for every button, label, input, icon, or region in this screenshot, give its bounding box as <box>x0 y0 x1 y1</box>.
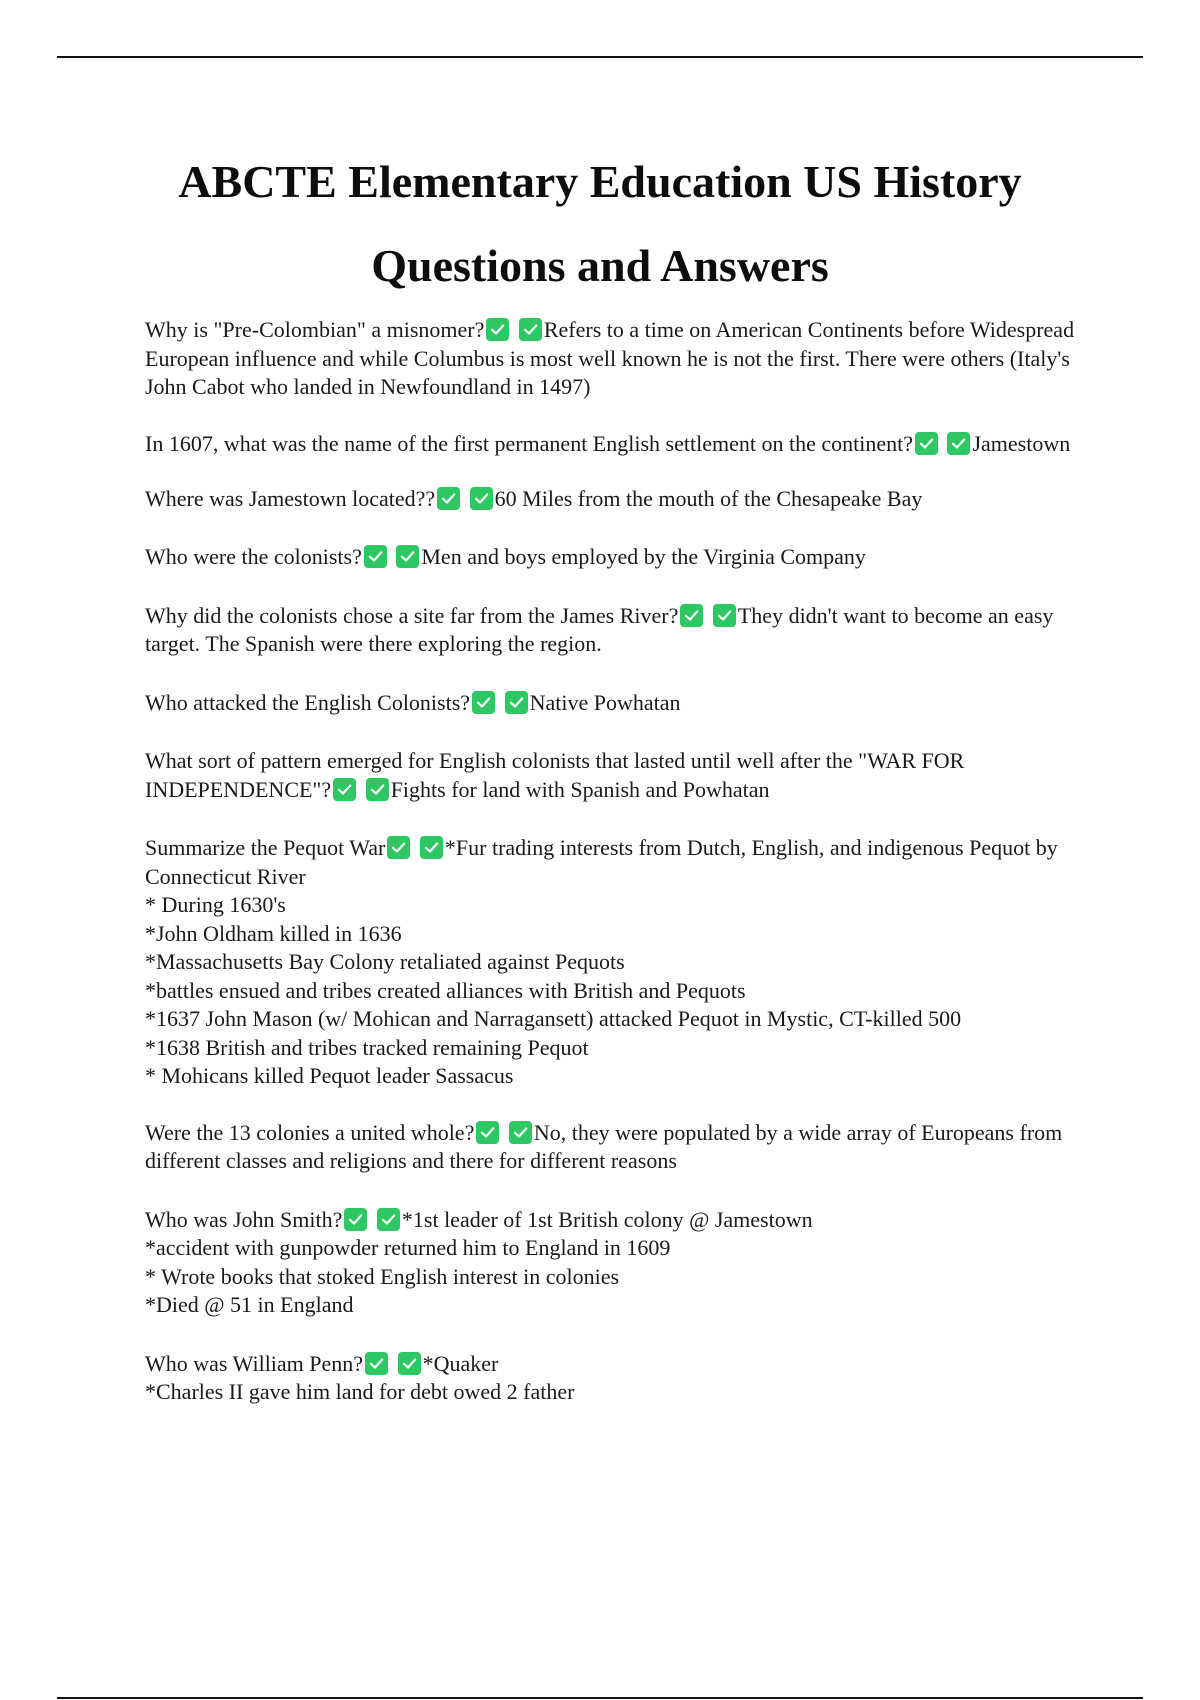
answer-text: Refers to a time on American Continents before Widespread European influence and while Columbus is most well known he is not the first. There were others (Italy's John Cabot who landed in Newfoundland in 1497) <box>145 317 1075 399</box>
title-line-1: ABCTE Elementary Education US History <box>178 156 1022 207</box>
check-mark-box-icon <box>396 545 419 568</box>
check-mark-box-icon <box>947 432 970 455</box>
qa-item <box>145 485 1075 514</box>
answer-text: Jamestown <box>972 430 1071 456</box>
check-mark-box-icon <box>387 836 410 859</box>
answer-text: They didn't want to become an easy target. The Spanish were there exploring the region. <box>145 602 1054 656</box>
qa-item <box>145 1350 1075 1407</box>
check-mark-box-icon <box>680 604 703 627</box>
qa-item <box>145 543 1075 572</box>
check-mark-box-icon <box>509 1121 532 1144</box>
answer-detail-line: *John Oldham killed in 1636 <box>145 920 402 946</box>
check-mark-box-icon <box>365 1352 388 1375</box>
qa-item <box>145 428 1075 459</box>
question-text: Who was William Penn? <box>145 1350 364 1376</box>
qa-item <box>145 1206 1075 1320</box>
bottom-rule <box>57 1697 1143 1699</box>
answer-text: *1st leader of 1st British colony @ Jamestown <box>401 1206 813 1232</box>
question-text: Who were the colonists? <box>145 544 362 569</box>
answer-detail-line: * Wrote books that stoked English interest in colonies <box>145 1263 620 1289</box>
page-title <box>100 140 1100 308</box>
answer-detail-line: *Massachusetts Bay Colony retaliated against Pequots <box>145 949 625 974</box>
check-mark-box-icon <box>519 318 542 341</box>
question-text: Where was Jamestown located?? <box>145 485 436 511</box>
qa-item <box>145 602 1075 659</box>
qa-item <box>145 1119 1075 1176</box>
question-text: In 1607, what was the name of the first permanent English settlement on the continent? <box>145 430 913 456</box>
check-mark-box-icon <box>505 691 528 714</box>
answer-text: No, they were populated by a wide array of Europeans from different classes and religions and there for different reasons <box>145 1119 1063 1173</box>
answer-text: Native Powhatan <box>529 689 681 715</box>
answer-detail-line: *1637 John Mason (w/ Mohican and Narragansett) attacked Pequot in Mystic, CT-killed 500 <box>145 1006 962 1031</box>
check-mark-box-icon <box>377 1208 400 1231</box>
answer-detail-line: *Died @ 51 in England <box>145 1292 354 1317</box>
check-mark-box-icon <box>472 691 495 714</box>
answer-text: *Fur trading interests from Dutch, English, and indigenous Pequot by Connecticut River <box>145 835 1058 889</box>
question-text: Summarize the Pequot War <box>145 835 386 860</box>
top-rule <box>57 56 1143 58</box>
question-text: Why did the colonists chose a site far from the James River? <box>145 602 679 628</box>
check-mark-box-icon <box>366 778 389 801</box>
check-mark-box-icon <box>364 545 387 568</box>
question-text: Who attacked the English Colonists? <box>145 689 471 715</box>
answer-text: Fights for land with Spanish and Powhatan <box>390 776 770 802</box>
answer-detail-line: * Mohicans killed Pequot leader Sassacus <box>145 1063 514 1088</box>
qa-item <box>145 834 1075 1091</box>
check-mark-box-icon <box>344 1208 367 1231</box>
check-mark-box-icon <box>486 318 509 341</box>
title-line-2: Questions and Answers <box>371 240 829 291</box>
qa-item <box>145 689 1075 718</box>
answer-detail-line: *accident with gunpowder returned him to England in 1609 <box>145 1235 671 1260</box>
answer-text: Men and boys employed by the Virginia Company <box>421 544 866 569</box>
qa-item <box>145 316 1075 402</box>
answer-text: 60 Miles from the mouth of the Chesapeake Bay <box>494 485 923 511</box>
check-mark-box-icon <box>398 1352 421 1375</box>
answer-detail-line: *battles ensued and tribes created alliances with British and Pequots <box>145 977 746 1003</box>
answer-detail-line: *1638 British and tribes tracked remaining Pequot <box>145 1034 589 1060</box>
qa-list <box>145 316 1075 1407</box>
check-mark-box-icon <box>437 487 460 510</box>
answer-text: *Quaker <box>422 1350 499 1376</box>
check-mark-box-icon <box>470 487 493 510</box>
check-mark-box-icon <box>420 836 443 859</box>
check-mark-box-icon <box>713 604 736 627</box>
question-text: Were the 13 colonies a united whole? <box>145 1119 475 1145</box>
answer-detail-line: * During 1630's <box>145 892 286 917</box>
question-text: Who was John Smith? <box>145 1206 343 1232</box>
check-mark-box-icon <box>333 778 356 801</box>
answer-detail-line: *Charles II gave him land for debt owed 2 father <box>145 1379 575 1404</box>
check-mark-box-icon <box>915 432 938 455</box>
question-text: Why is "Pre-Colombian" a misnomer? <box>145 317 485 342</box>
question-text: What sort of pattern emerged for English colonists that lasted until well after the "WAR FOR INDEPENDENCE"? <box>145 748 965 802</box>
check-mark-box-icon <box>476 1121 499 1144</box>
qa-item <box>145 747 1075 804</box>
